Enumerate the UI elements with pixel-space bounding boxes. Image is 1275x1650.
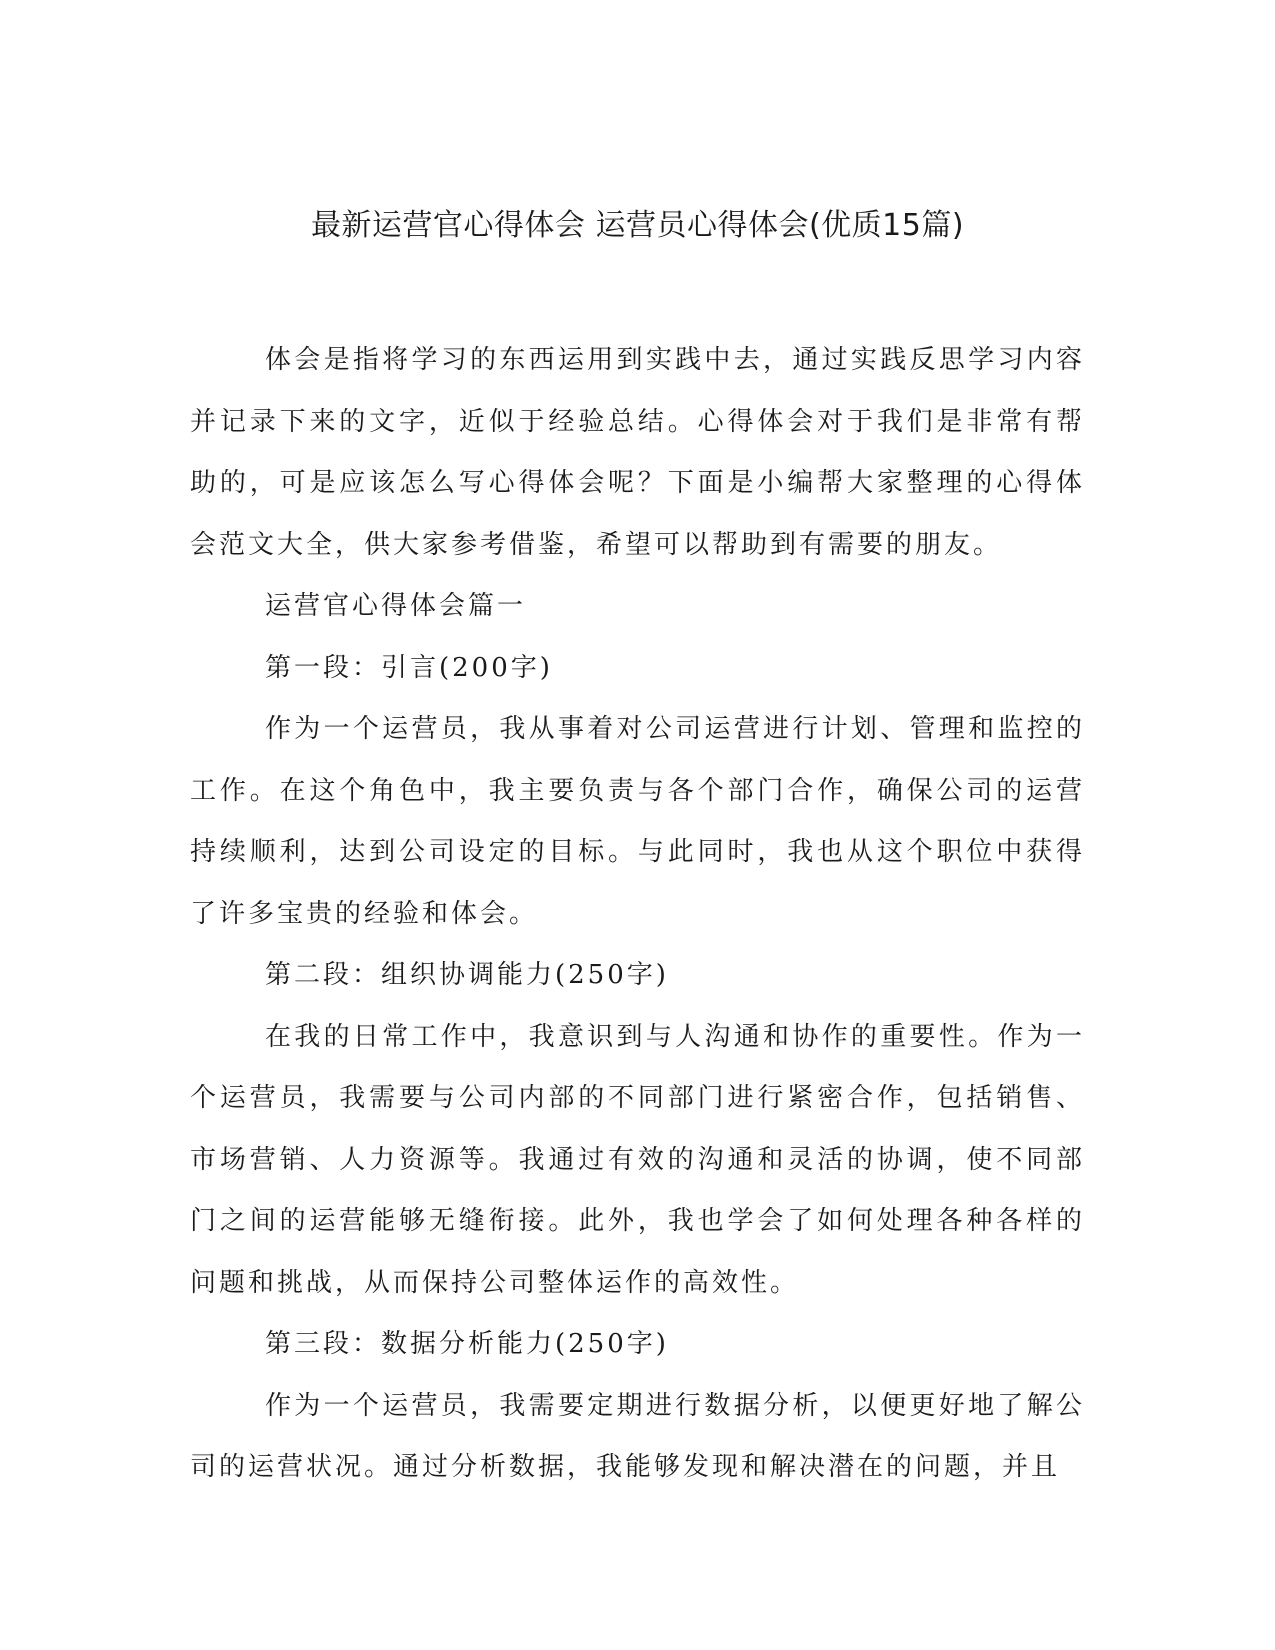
subsection-heading: 第二段：组织协调能力(250字) (265, 960, 669, 990)
intro-paragraph: 体会是指将学习的东西运用到实践中去，通过实践反思学习内容并记录下来的文字，近似于经验总结。心得体会对于我们是非常有帮助的，可是应该怎么写心得体会呢？下面是小编帮大家整理的心得体会范文大全，供大家参考借鉴，希望可以帮助到有需要的朋友。 (190, 345, 1085, 560)
subsection-heading: 第三段：数据分析能力(250字) (265, 1329, 669, 1359)
document-body (190, 330, 1085, 1499)
body-paragraph: 作为一个运营员，我需要定期进行数据分析，以便更好地了解公司的运营状况。通过分析数据，我能够发现和解决潜在的问题，并且 (190, 1390, 1085, 1482)
subsection-heading: 第一段：引言(200字) (265, 652, 553, 683)
document-title: 最新运营官心得体会 运营员心得体会(优质15篇) (310, 208, 965, 243)
body-paragraph: 作为一个运营员，我从事着对公司运营进行计划、管理和监控的工作。在这个角色中，我主要负责与各个部门合作，确保公司的运营持续顺利，达到公司设定的目标。与此同时，我也从这个职位中获得了许多宝贵的经验和体会。 (190, 714, 1085, 929)
section-heading: 运营官心得体会篇一 (265, 591, 527, 621)
body-paragraph: 在我的日常工作中，我意识到与人沟通和协作的重要性。作为一个运营员，我需要与公司内部的不同部门进行紧密合作，包括销售、市场营销、人力资源等。我通过有效的沟通和灵活的协调，使不同部门之间的运营能够无缝衔接。此外，我也学会了如何处理各种各样的问题和挑战，从而保持公司整体运作的高效性。 (190, 1021, 1085, 1298)
